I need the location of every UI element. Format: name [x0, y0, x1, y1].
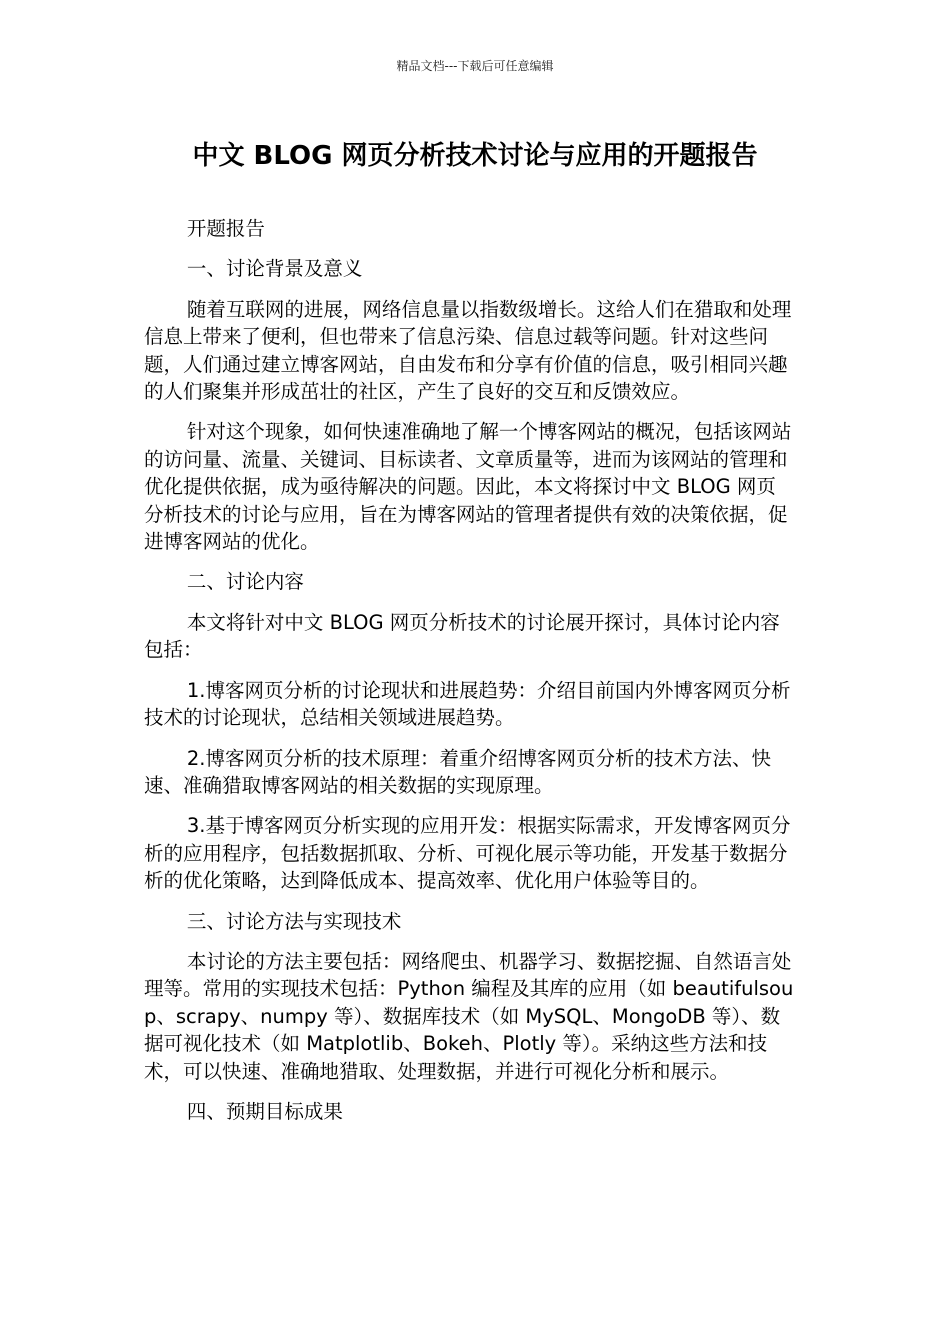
header-note: 精品文档---下载后可任意编辑: [396, 59, 554, 73]
document-body: [144, 215, 794, 1138]
paragraph-background-2: 针对这个现象，如何快速准确地了解一个博客网站的概况，包括该网站的访问量、流量、关键词、目标读者、文章质量等，进而为该网站的管理和优化提供依据，成为亟待解决的问题。因此，本文将探讨中文 BLOG 网页分析技术的讨论与应用，旨在为博客网站的管理者提供有效的决策依据，促进博客网站的优化。: [144, 420, 792, 554]
section-heading-content: 二、讨论内容: [186, 570, 304, 594]
paragraph-background-1: 随着互联网的进展，网络信息量以指数级增长。这给人们在猎取和处理信息上带来了便利，但也带来了信息污染、信息过载等问题。针对这些问题，人们通过建立博客网站，自由发布和分享有价值的信息，吸引相同兴趣的人们聚集并形成茁壮的社区，产生了良好的交互和反馈效应。: [144, 297, 792, 404]
paragraph-methods: 本讨论的方法主要包括：网络爬虫、机器学习、数据挖掘、自然语言处理等。常用的实现技术包括：Python 编程及其库的应用（如 beautifulsoup、scrapy、numpy 等）、数据库技术（如 MySQL、MongoDB 等）、数据可视化技术（如 Matplotlib、Bokeh、Plotly 等）。采纳这些方法和技术，可以快速、准确地猎取、处理数据，并进行可视化分析和展示。: [144, 949, 794, 1083]
list-item-content-2: 2.博客网页分析的技术原理：着重介绍博客网页分析的技术方法、快速、准确猎取博客网站的相关数据的实现原理。: [144, 746, 771, 797]
paragraph-content-intro: 本文将针对中文 BLOG 网页分析技术的讨论展开探讨，具体讨论内容包括：: [144, 610, 780, 662]
section-heading-methods: 三、讨论方法与实现技术: [186, 909, 402, 933]
list-item-content-3: 3.基于博客网页分析实现的应用开发：根据实际需求，开发博客网页分析的应用程序，包括数据抓取、分析、可视化展示等功能，开发基于数据分析的优化策略，达到降低成本、提高效率、优化用户体验等目的。: [144, 814, 791, 893]
document-title: 中文 BLOG 网页分析技术讨论与应用的开题报告: [192, 141, 758, 171]
section-heading-goals: 四、预期目标成果: [186, 1099, 343, 1123]
section-heading-background: 一、讨论背景及意义: [186, 257, 363, 281]
section-label-report: 开题报告: [186, 217, 265, 240]
list-item-content-1: 1.博客网页分析的讨论现状和进展趋势：介绍目前国内外博客网页分析技术的讨论现状，总结相关领域进展趋势。: [144, 678, 791, 730]
